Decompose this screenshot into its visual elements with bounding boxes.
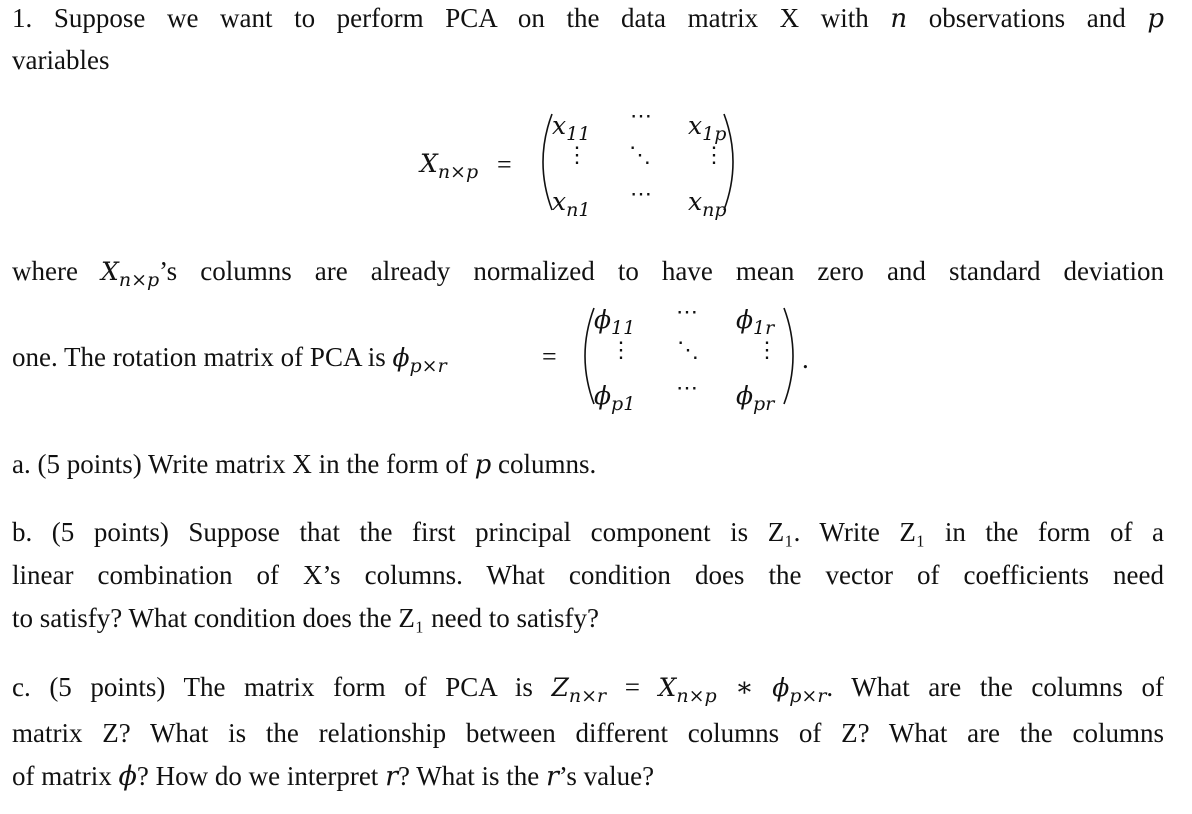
x-entry-11-base: x: [552, 111, 567, 140]
part-a-text-a: a. (5 points) Write matrix X in the form of: [12, 449, 475, 479]
x-entry-n1: [552, 188, 590, 220]
phi-period: .: [802, 344, 809, 374]
phi-matrix-right-paren: [780, 306, 804, 406]
where-x: X: [101, 257, 119, 286]
q1-line1-text-a: 1. Suppose we want to perform PCA on the data matrix X with: [12, 3, 891, 33]
lhs-x: X: [420, 149, 438, 178]
part-c-z: Z: [551, 673, 569, 702]
x-hdots-top: ⋯: [630, 104, 652, 129]
phi-entry-11-sub: 11: [611, 317, 636, 339]
part-c-line3-a: of matrix: [12, 761, 119, 791]
phi-entry-1r-sub: 1r: [753, 317, 775, 339]
x-entry-1p-base: x: [688, 111, 703, 140]
part-c-line-3: [12, 763, 654, 790]
rotation-phi: ϕ: [392, 343, 410, 372]
part-b-line-3: to satisfy? What condition does the Z₁ need to satisfy?: [12, 603, 600, 633]
where-x-subscript: n×p: [118, 269, 160, 291]
q1-line-2: variables: [12, 45, 110, 75]
where-line: [12, 258, 1164, 290]
q1-line1-text-b: observations and: [907, 3, 1148, 33]
phi-entry-pr-sub: pr: [753, 393, 775, 415]
part-c-eq: =: [606, 672, 659, 702]
x-entry-1p: [688, 112, 726, 144]
phi-equals: =: [542, 342, 557, 371]
rotation-line: [12, 344, 447, 376]
where-text-a: where: [12, 256, 102, 286]
part-c-line3-b: ? How do we interpret: [136, 761, 386, 791]
part-b-line-2: linear combination of X’s columns. What condition does the vector of coefficients need: [12, 560, 1164, 590]
part-c-line-1: [12, 674, 1164, 706]
rotation-phi-subscript: p×r: [409, 355, 447, 377]
part-c-line3-c: ? What is the: [397, 761, 546, 791]
rotation-text: one. The rotation matrix of PCA is: [12, 342, 393, 372]
part-c-line3-r2: r: [545, 761, 559, 792]
x-hdots-bottom: ⋯: [630, 182, 652, 207]
phi-entry-11: [594, 306, 635, 338]
part-b-line-1: b. (5 points) Suppose that the first principal component is Z₁. Write Z₁ in the form of a: [12, 517, 1164, 547]
phi-entry-pr-base: ϕ: [736, 381, 754, 410]
x-entry-1p-sub: 1p: [702, 123, 727, 145]
x-entry-11-sub: 11: [566, 123, 591, 145]
x-matrix-lhs: [420, 150, 478, 182]
part-c-star: ∗: [716, 672, 773, 702]
lhs-x-subscript: n×p: [437, 161, 479, 183]
part-c-x-sub: n×p: [676, 685, 717, 707]
x-entry-np-sub: np: [702, 199, 727, 221]
phi-ddots: ⋱: [677, 338, 699, 363]
part-a-var-p: p: [474, 450, 492, 480]
part-c-z-sub: n×r: [568, 685, 607, 707]
part-c-text-a: c. (5 points) The matrix form of PCA is: [12, 672, 552, 702]
phi-entry-p1: [594, 382, 635, 414]
x-entry-np: [688, 188, 727, 220]
x-vdots-right: ⋮: [703, 143, 725, 168]
part-a-text-b: columns.: [491, 449, 597, 479]
phi-entry-p1-sub: p1: [611, 393, 636, 415]
phi-hdots-top: ⋯: [676, 300, 698, 325]
part-c-line3-r: r: [385, 761, 398, 792]
part-c-line-2: matrix Z? What is the relationship between different columns of Z? What are the columns: [12, 718, 1164, 748]
phi-hdots-bottom: ⋯: [676, 376, 698, 401]
phi-entry-11-base: ϕ: [594, 305, 612, 334]
x-ddots: ⋱: [629, 143, 651, 168]
phi-vdots-right: ⋮: [756, 338, 778, 363]
part-c-text-b: . What are the columns of: [826, 672, 1164, 702]
var-p: p: [1147, 4, 1165, 34]
x-entry-n1-base: x: [552, 187, 567, 216]
where-text-b: ’s columns are already normalized to have mean zero and standard deviation: [159, 256, 1164, 286]
phi-vdots-left: ⋮: [610, 338, 632, 363]
part-c-phi: ϕ: [772, 673, 790, 702]
part-a: [12, 451, 596, 478]
part-c-line3-d: ’s value?: [558, 761, 655, 791]
var-n: n: [890, 4, 908, 34]
q1-line-1: [12, 5, 1164, 32]
phi-entry-pr: [736, 382, 774, 414]
x-entry-11: [552, 112, 590, 144]
x-entry-n1-sub: n1: [566, 199, 591, 221]
phi-entry-p1-base: ϕ: [594, 381, 612, 410]
x-vdots-left: ⋮: [566, 143, 588, 168]
part-c-phi-sub: p×r: [789, 685, 827, 707]
phi-entry-1r: [736, 306, 774, 338]
part-c-line3-phi: ϕ: [118, 761, 137, 792]
part-c-x: X: [658, 673, 677, 702]
x-entry-np-base: x: [688, 187, 703, 216]
x-equals: =: [497, 150, 512, 179]
phi-entry-1r-base: ϕ: [736, 305, 754, 334]
